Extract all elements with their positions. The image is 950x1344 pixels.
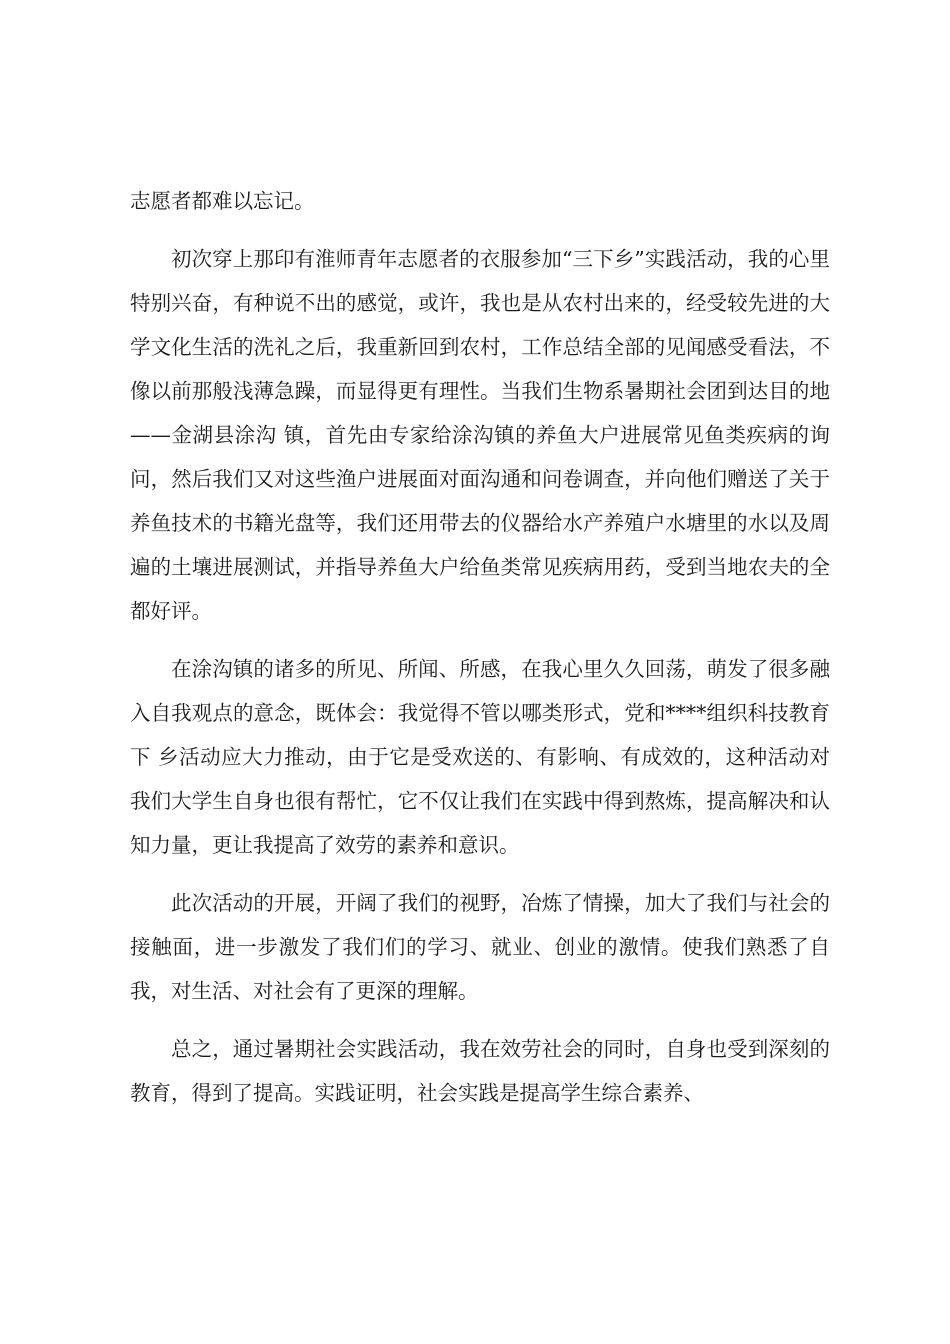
paragraph-volunteer-activity: 初次穿上那印有淮师青年志愿者的衣服参加“三下乡”实践活动，我的心里特别兴奋，有种说不出的感觉，或许，我也是从农村出来的，经受较先进的大学文化生活的洗礼之后，我重新回到农村，工作总结全部的见闻感受看法，不像以前那般浅薄急躁，而显得更有理性。当我们生物系暑期社会团到达目的地——金湖县涂沟 镇，首先由专家给涂沟镇的养鱼大户进展常见鱼类疾病的询问，然后我们又对这些渔户进展面对面沟通和问卷调查，并向他们赠送了关于养鱼技术的书籍光盘等，我们还用带去的仪器给水产养殖户水塘里的水以及周遍的土壤进展测试，并指导养鱼大户给鱼类常见疾病用药，受到当地农夫的全都好评。	[130, 247, 830, 623]
paragraph-conclusion: 总之，通过暑期社会实践活动，我在效劳社会的同时，自身也受到深刻的教育，得到了提高。实践证明，社会实践是提高学生综合素养、	[130, 1037, 830, 1105]
paragraph-continuation: 志愿者都难以忘记。	[130, 189, 315, 213]
document-body	[130, 179, 830, 1129]
paragraph-activity-outcome: 此次活动的开展，开阔了我们的视野，冶炼了情操，加大了我们与社会的接触面，进一步激发了我们们的学习、就业、创业的激情。使我们熟悉了自我，对生活、对社会有了更深的理解。	[130, 891, 830, 1003]
paragraph-tugou-town: 在涂沟镇的诸多的所见、所闻、所感，在我心里久久回荡，萌发了很多融入自我观点的意念，既体会：我觉得不管以哪类形式，党和****组织科技教育下 乡活动应大力推动，由于它是受欢送的、有影响、有成效的，这种活动对我们大学生自身也很有帮忙，它不仅让我们在实践中得到熬炼，提高解决和认知力量，更让我提高了效劳的素养和意识。	[130, 657, 830, 857]
